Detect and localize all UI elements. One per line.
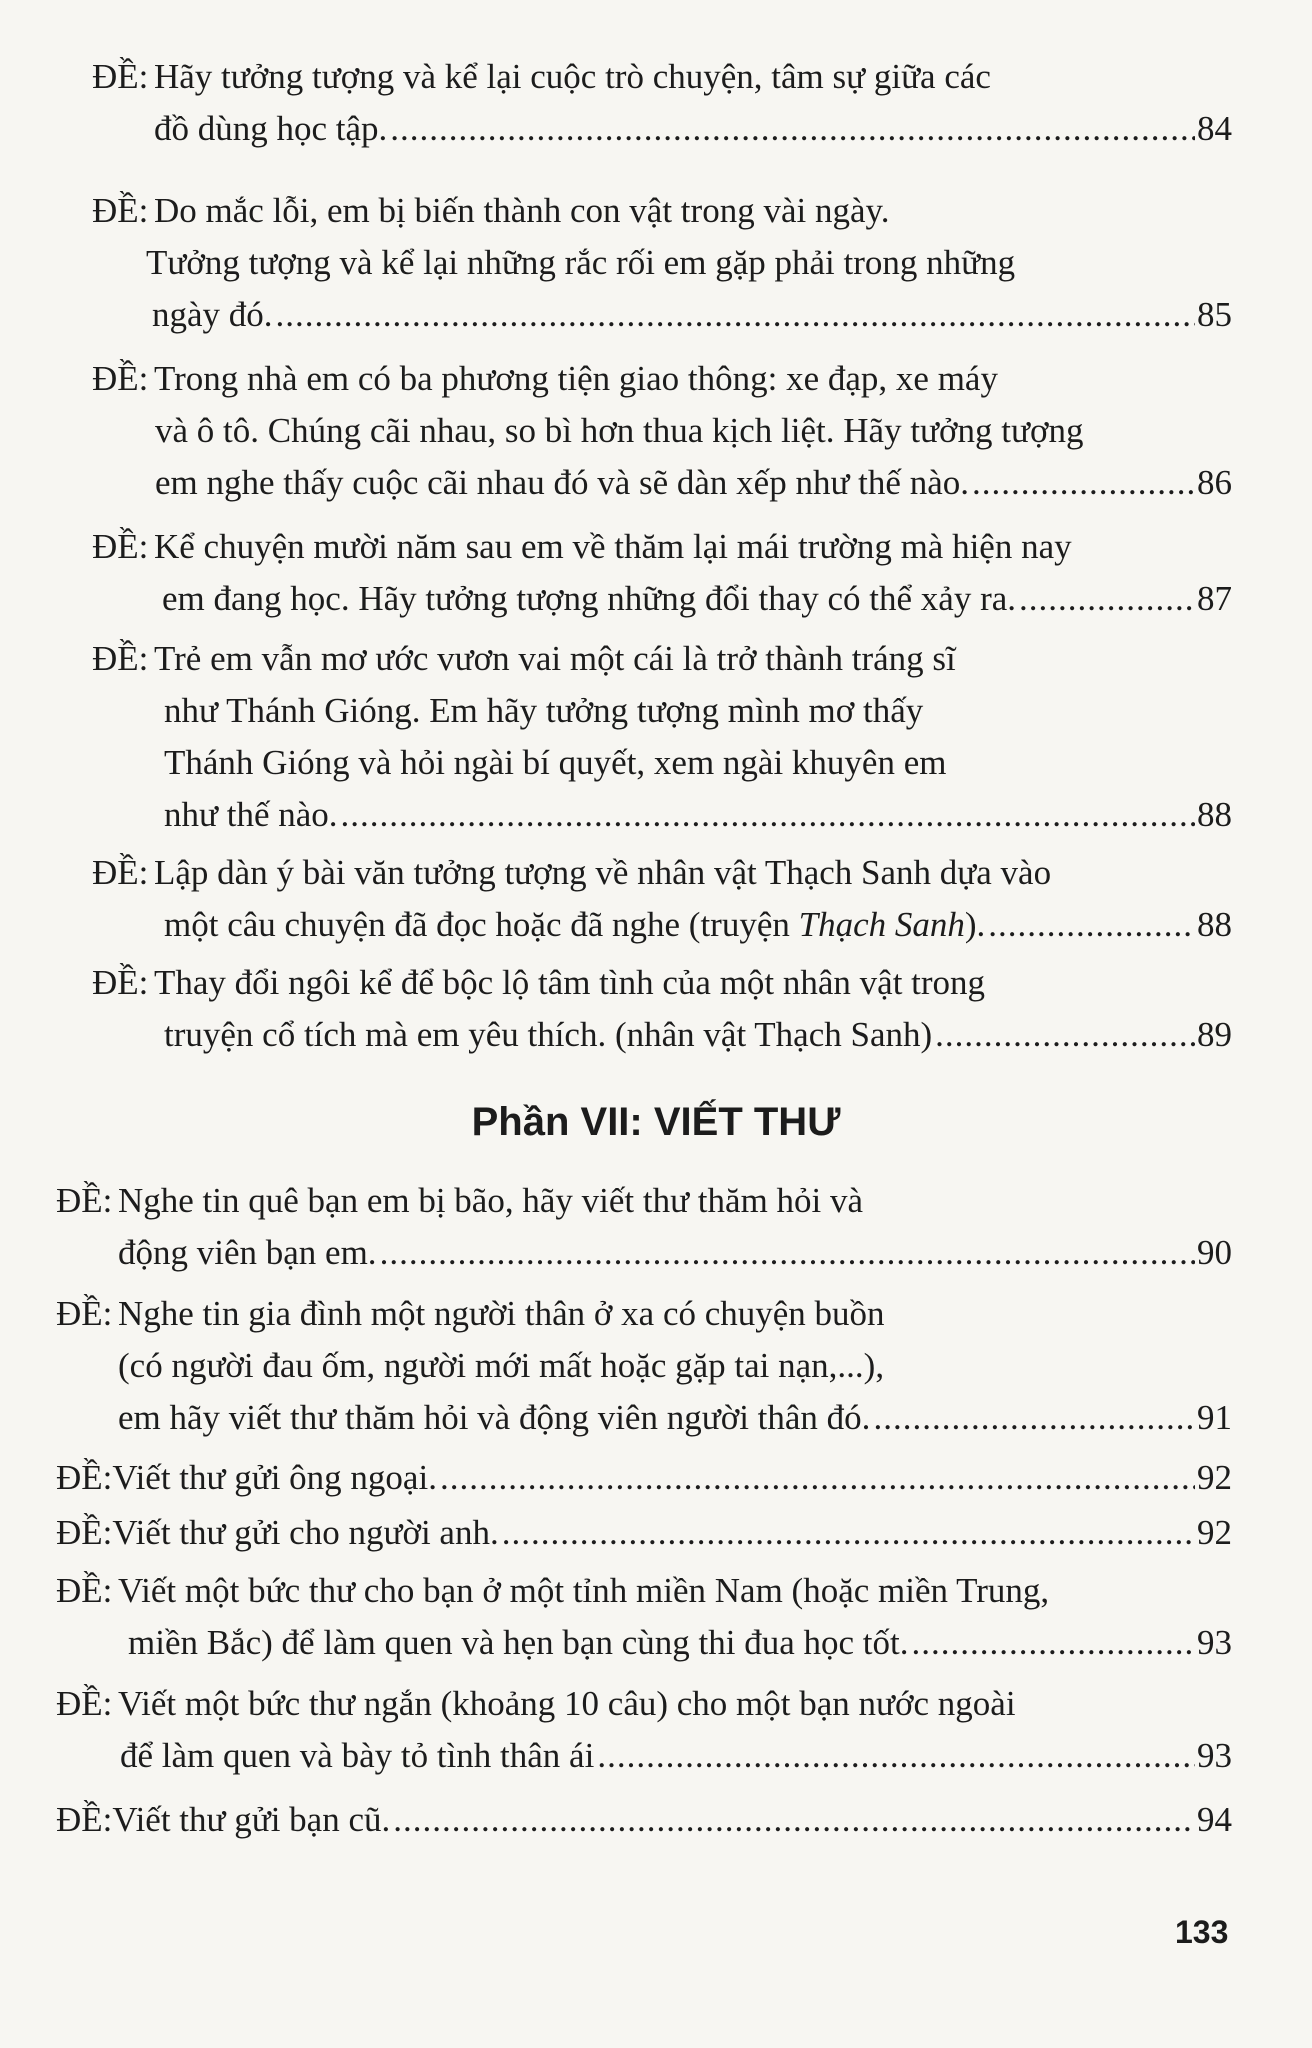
- toc-entry: [56, 1794, 1232, 1846]
- dot-leader: [873, 1392, 1195, 1444]
- entry-label: ĐỀ:: [56, 1684, 113, 1723]
- entry-text: Kể chuyện mười năm sau em về thăm lại mái trường mà hiện nay: [154, 527, 1072, 566]
- entry-label: ĐỀ:: [56, 1458, 113, 1497]
- entry-text: Viết thư gửi cho người anh.: [112, 1513, 499, 1552]
- toc-entry: [56, 1175, 1232, 1279]
- entry-text: ngày đó.: [152, 295, 273, 334]
- entry-text: đồ dùng học tập.: [154, 109, 388, 148]
- entry-text: để làm quen và bày tỏ tình thân ái: [120, 1736, 595, 1775]
- entry-text: Tưởng tượng và kể lại những rắc rối em gặp phải trong những: [146, 243, 1016, 282]
- entry-text: Thay đổi ngôi kể để bộc lộ tâm tình của một nhân vật trong: [154, 963, 986, 1002]
- entry-label: ĐỀ:: [92, 191, 149, 230]
- toc-entry: [92, 957, 1232, 1061]
- entry-text: Nghe tin quê bạn em bị bão, hãy viết thư thăm hỏi và: [118, 1181, 864, 1220]
- toc-entry: [56, 1288, 1232, 1444]
- entry-label: ĐỀ:: [56, 1513, 113, 1552]
- dot-leader: [440, 1452, 1195, 1504]
- entry-text: Hãy tưởng tượng và kể lại cuộc trò chuyện, tâm sự giữa các: [154, 57, 991, 96]
- entry-text: Viết thư gửi ông ngoại.: [112, 1458, 437, 1497]
- entry-text: em đang học. Hãy tưởng tượng những đổi thay có thể xảy ra.: [162, 579, 1017, 618]
- entry-label: ĐỀ:: [56, 1571, 113, 1610]
- dot-leader: [341, 789, 1195, 841]
- toc-entry: [56, 1565, 1232, 1669]
- entry-label: ĐỀ:: [56, 1294, 113, 1333]
- entry-label: ĐỀ:: [92, 527, 149, 566]
- toc-entry: [92, 633, 1232, 841]
- toc-entry: [92, 353, 1232, 509]
- toc-entry: [92, 521, 1232, 625]
- entry-text: như Thánh Gióng. Em hãy tưởng tượng mình mơ thấy: [164, 691, 924, 730]
- page-number: 133: [1175, 1914, 1229, 1950]
- entry-page: 92: [1197, 1458, 1232, 1497]
- entry-page: 93: [1197, 1623, 1232, 1662]
- entry-label: ĐỀ:: [92, 359, 149, 398]
- entry-text: động viên bạn em.: [118, 1233, 377, 1272]
- entry-text: truyện cổ tích mà em yêu thích. (nhân vật Thạch Sanh): [164, 1015, 933, 1054]
- entry-page: 92: [1197, 1513, 1232, 1552]
- entry-label: ĐỀ:: [56, 1181, 113, 1220]
- entry-text: Trẻ em vẫn mơ ước vươn vai một cái là trở thành tráng sĩ: [154, 639, 956, 678]
- section-heading: Phần VII: VIẾT THƯ: [471, 1100, 841, 1144]
- entry-text: Thánh Gióng và hỏi ngài bí quyết, xem ngài khuyên em: [164, 743, 947, 782]
- dot-leader: [390, 103, 1195, 155]
- toc-entry: [56, 1678, 1232, 1782]
- entry-label: ĐỀ:: [56, 1800, 113, 1839]
- entry-page: 88: [1197, 795, 1232, 834]
- entry-text: Lập dàn ý bài văn tưởng tượng về nhân vật Thạch Sanh dựa vào: [154, 853, 1052, 892]
- entry-text: Viết thư gửi bạn cũ.: [112, 1800, 391, 1839]
- entry-text: (có người đau ốm, người mới mất hoặc gặp tai nạn,...),: [118, 1346, 885, 1385]
- entry-page: 89: [1197, 1015, 1232, 1054]
- entry-text: như thế nào.: [164, 795, 338, 834]
- dot-leader: [1019, 573, 1195, 625]
- dot-leader: [380, 1227, 1195, 1279]
- entry-text: Trong nhà em có ba phương tiện giao thông: xe đạp, xe máy: [154, 359, 998, 398]
- toc-entry: [92, 847, 1232, 951]
- toc-entry: [92, 185, 1232, 341]
- entry-page: 86: [1197, 463, 1232, 502]
- book-title: Thạch Sanh: [798, 905, 965, 944]
- entry-label: ĐỀ:: [92, 639, 149, 678]
- entry-page: 93: [1197, 1736, 1232, 1775]
- entry-text: em nghe thấy cuộc cãi nhau đó và sẽ dàn xếp như thế nào.: [155, 463, 969, 502]
- dot-leader: [276, 289, 1195, 341]
- entry-text: Do mắc lỗi, em bị biến thành con vật trong vài ngày.: [154, 191, 890, 230]
- entry-page: 94: [1197, 1800, 1232, 1839]
- dot-leader: [502, 1507, 1195, 1559]
- entry-label: ĐỀ:: [92, 963, 149, 1002]
- dot-leader: [911, 1617, 1195, 1669]
- entry-text: Nghe tin gia đình một người thân ở xa có chuyện buồn: [118, 1294, 885, 1333]
- entry-text: và ô tô. Chúng cãi nhau, so bì hơn thua kịch liệt. Hãy tưởng tượng: [155, 411, 1084, 450]
- entry-text: Viết một bức thư cho bạn ở một tỉnh miền Nam (hoặc miền Trung,: [118, 1571, 1050, 1610]
- entry-text: em hãy viết thư thăm hỏi và động viên người thân đó.: [118, 1398, 871, 1437]
- dot-leader: [393, 1794, 1195, 1846]
- dot-leader: [972, 457, 1195, 509]
- dot-leader: [597, 1730, 1195, 1782]
- entry-page: 87: [1197, 579, 1232, 618]
- toc-entry: [56, 1452, 1232, 1504]
- entry-text: một câu chuyện đã đọc hoặc đã nghe (truyện Thạch Sanh).: [164, 905, 986, 944]
- entry-page: 84: [1197, 109, 1232, 148]
- toc-entry: [56, 1507, 1232, 1559]
- dot-leader: [988, 899, 1195, 951]
- entry-label: ĐỀ:: [92, 57, 149, 96]
- entry-page: 90: [1197, 1233, 1232, 1272]
- toc-entry: [92, 51, 1232, 155]
- entry-text: miền Bắc) để làm quen và hẹn bạn cùng thi đua học tốt.: [128, 1623, 909, 1662]
- entry-page: 88: [1197, 905, 1232, 944]
- entry-page: 91: [1197, 1398, 1232, 1437]
- entry-label: ĐỀ:: [92, 853, 149, 892]
- dot-leader: [935, 1009, 1195, 1061]
- entry-page: 85: [1197, 295, 1232, 334]
- entry-text: Viết một bức thư ngắn (khoảng 10 câu) cho một bạn nước ngoài: [118, 1684, 1016, 1723]
